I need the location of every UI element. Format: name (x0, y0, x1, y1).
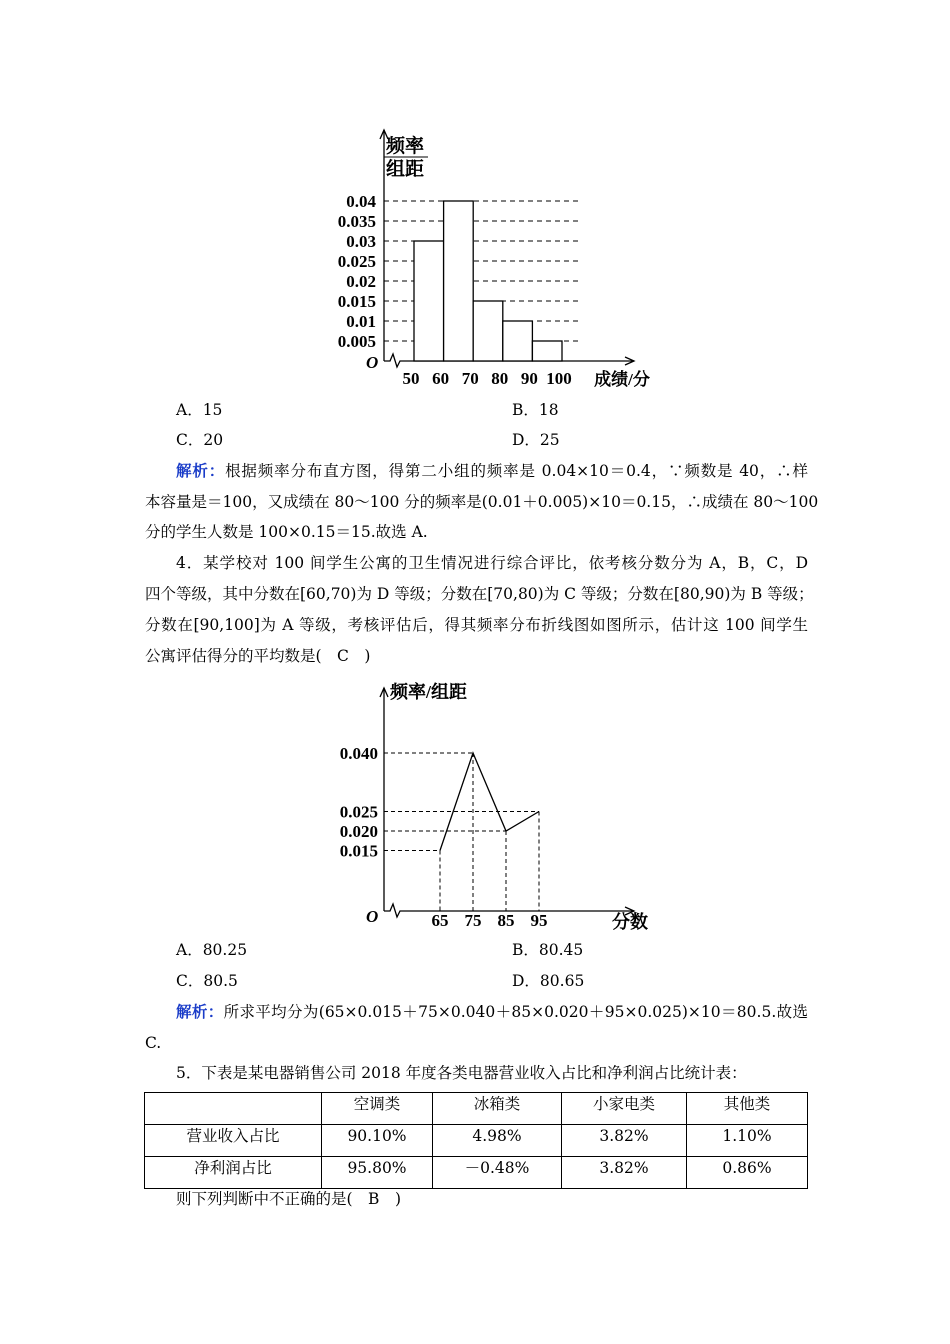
y-tick-label: 0.02 (346, 272, 376, 291)
table-cell: 95.80% (322, 1157, 433, 1189)
x-tick-label: 85 (497, 911, 515, 930)
x-tick-label: 80 (491, 369, 509, 388)
table-cell: 营业收入占比 (145, 1125, 322, 1157)
table-cell: －0.48% (433, 1157, 562, 1189)
y-tick-label: 0.005 (337, 332, 376, 351)
q5-stem: 5．下表是某电器销售公司 2018 年度各类电器营业收入占比和净利润占比统计表： (176, 1064, 747, 1082)
table-cell: 冰箱类 (433, 1093, 562, 1125)
x-tick-label: 65 (431, 911, 449, 930)
x-axis-label: 成绩/分 (594, 370, 650, 389)
option-b: B．80.45 (512, 941, 584, 959)
table-cell: 4.98% (433, 1125, 562, 1157)
option-a: A．80.25 (176, 941, 248, 959)
x-axis-label: 分数 (612, 912, 648, 932)
table-cell: 净利润占比 (145, 1157, 322, 1189)
option-c: C．20 (176, 431, 224, 449)
x-tick-label: 75 (464, 911, 482, 930)
q4-stem-line: 分数在[90,100]为 A 等级，考核评估后，得其频率分布折线图如图所示，估计这 100 间学生 (145, 616, 808, 634)
analysis-label: 解析： (176, 1002, 224, 1021)
stats-table (144, 1092, 808, 1189)
table-cell: 0.86% (687, 1157, 808, 1189)
table-header-row (145, 1093, 808, 1125)
x-tick-label: 100 (546, 369, 572, 388)
series-line (440, 753, 539, 851)
table-cell: 1.10% (687, 1125, 808, 1157)
table-cell: 90.10% (322, 1125, 433, 1157)
option-d: D．80.65 (512, 972, 585, 990)
x-tick-label: 70 (461, 369, 479, 388)
histogram-bar (503, 321, 533, 361)
x-tick-label: 50 (402, 369, 420, 388)
table-row (145, 1125, 808, 1157)
histogram-bar (444, 201, 474, 361)
origin-label: O (366, 907, 379, 926)
x-tick-label: 60 (432, 369, 450, 388)
table-cell: 空调类 (322, 1093, 433, 1125)
origin-label: O (366, 353, 379, 372)
y-tick-label: 0.04 (346, 192, 376, 211)
option-d: D．25 (512, 431, 560, 449)
table-cell: 小家电类 (562, 1093, 687, 1125)
q4-stem-line: 四个等级，其中分数在[60,70)为 D 等级；分数在[70,80)为 C 等级；分数在[80,90)为 B 等级； (145, 585, 814, 603)
table-cell: 3.82% (562, 1157, 687, 1189)
table-cell (145, 1093, 322, 1125)
q4-analysis-line (176, 1002, 808, 1022)
line-chart (0, 660, 950, 940)
q3-analysis-line: 分的学生人数是 100×0.15＝15.故选 A. (145, 523, 428, 541)
analysis-text: 根据频率分布直方图，得第二小组的频率是 0.04×10＝0.4，∵频数是 40，∴样 (225, 462, 808, 480)
y-tick-label: 0.025 (337, 252, 376, 271)
q5-question: 则下列判断中不正确的是( B ) (176, 1190, 401, 1208)
q4-analysis-line: C. (145, 1034, 162, 1052)
histogram-chart (0, 0, 950, 400)
y-axis-label: 频率 (386, 136, 425, 157)
q3-analysis-line (176, 461, 808, 481)
q3-analysis-line: 本容量是＝100，又成绩在 80～100 分的频率是(0.01＋0.005)×10＝0.15，∴成绩在 80～100 (145, 493, 819, 511)
y-tick-label: 0.01 (346, 312, 376, 331)
analysis-text: 所求平均分为(65×0.015＋75×0.040＋85×0.020＋95×0.025)×10＝80.5.故选 (223, 1003, 808, 1021)
q4-stem-line: 4．某学校对 100 间学生公寓的卫生情况进行综合评比，依考核分数分为 A，B，C，D (176, 554, 808, 572)
histogram-bar (414, 241, 444, 361)
x-tick-label: 95 (530, 911, 548, 930)
y-axis-label: 频率/组距 (390, 682, 468, 702)
option-c: C．80.5 (176, 972, 238, 990)
option-a: A．15 (176, 401, 223, 419)
y-tick-label: 0.035 (337, 212, 376, 231)
option-b: B．18 (512, 401, 559, 419)
table-cell: 3.82% (562, 1125, 687, 1157)
histogram-bar (473, 301, 503, 361)
analysis-label: 解析： (176, 461, 226, 480)
y-tick-label: 0.015 (337, 292, 376, 311)
histogram-bar (532, 341, 562, 361)
table-cell: 其他类 (687, 1093, 808, 1125)
y-axis-label: 组距 (386, 159, 425, 180)
table-row (145, 1157, 808, 1189)
x-tick-label: 90 (520, 369, 538, 388)
y-tick-label: 0.015 (339, 841, 378, 861)
y-tick-label: 0.025 (339, 802, 378, 822)
y-tick-label: 0.040 (339, 744, 378, 763)
q4-stem-line: 公寓评估得分的平均数是( C ) (145, 647, 371, 665)
y-tick-label: 0.020 (339, 822, 378, 841)
y-tick-label: 0.03 (346, 232, 376, 251)
